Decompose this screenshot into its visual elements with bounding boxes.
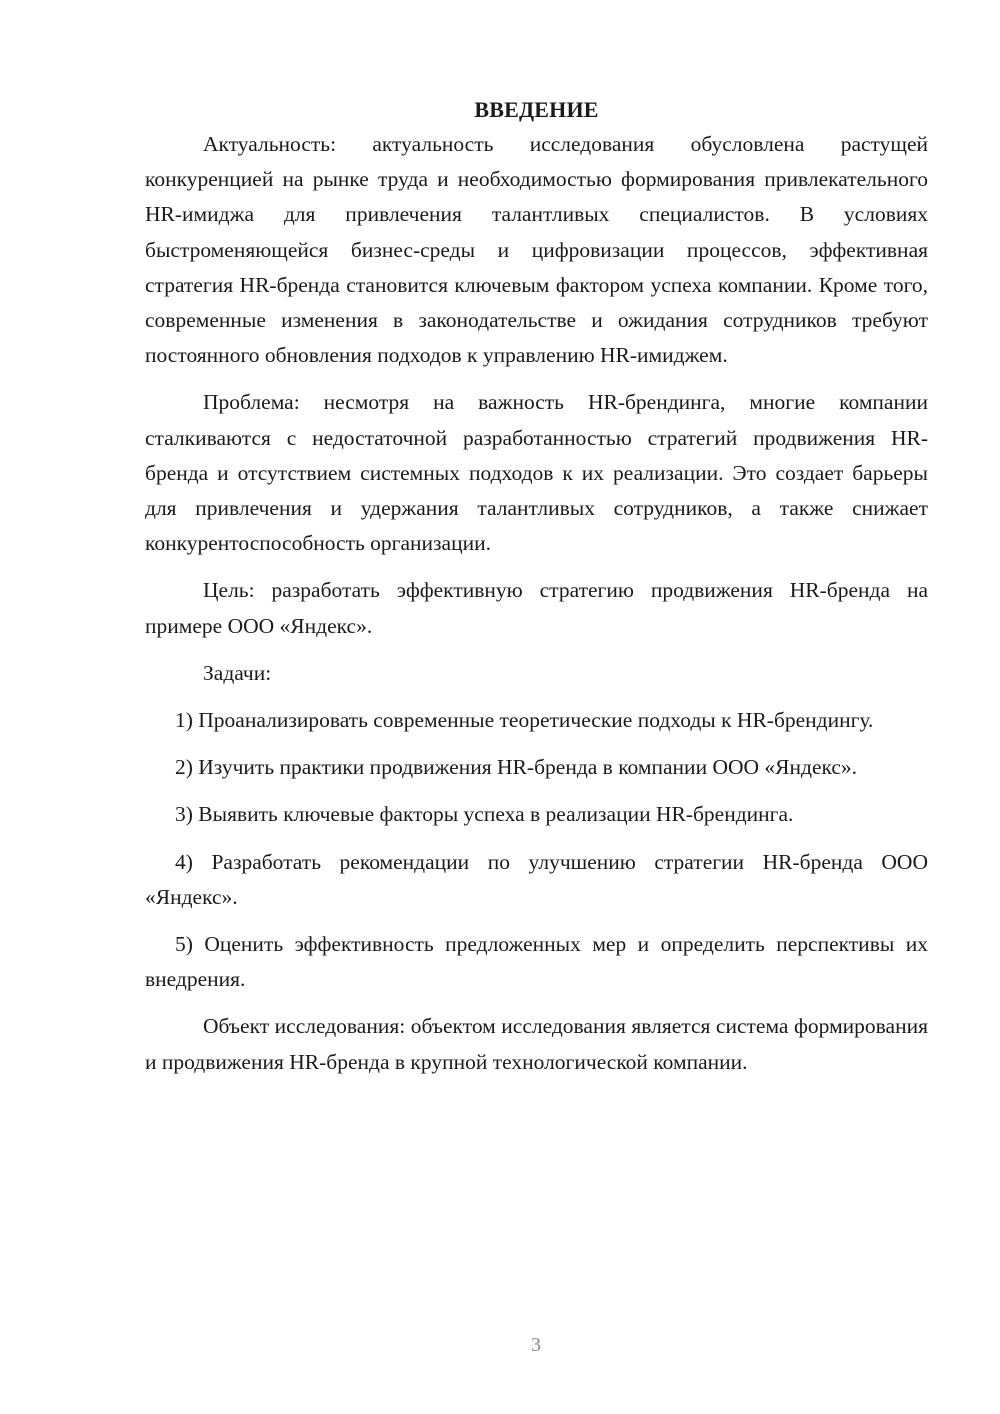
tasks-list <box>145 703 928 997</box>
problem-paragraph: Проблема: несмотря на важность HR-брендинга, многие компании сталкиваются с недостаточной разработанностью стратегий продвижения HR-бренда и отсутствием системных подходов к их реализации. Это создает барьеры для привлечения и удержания талантливых сотрудников, а также снижает конкурентоспособность организации. <box>145 390 928 556</box>
page-number: 3 <box>531 1334 541 1356</box>
goal-paragraph: Цель: разработать эффективную стратегию продвижения HR-бренда на примере ООО «Яндекс». <box>145 578 928 638</box>
list-item: 2) Изучить практики продвижения HR-бренда в компании ООО «Яндекс». <box>175 755 858 780</box>
list-item: 5) Оценить эффективность предложенных мер и определить перспективы их внедрения. <box>145 932 928 992</box>
object-paragraph: Объект исследования: объектом исследования является система формирования и продвижения HR-бренда в крупной технологической компании. <box>145 1014 928 1074</box>
list-item: 3) Выявить ключевые факторы успеха в реализации HR-брендинга. <box>175 802 794 827</box>
relevance-paragraph: Актуальность: актуальность исследования обусловлена растущей конкуренцией на рынке труда и необходимостью формирования привлекательного HR-имиджа для привлечения талантливых специалистов. В условиях быстроменяющейся бизнес-среды и цифровизации процессов, эффективная стратегия HR-бренда становится ключевым фактором успеха компании. Кроме того, современные изменения в законодательстве и ожидания сотрудников требуют постоянного обновления подходов к управлению HR-имиджем. <box>145 132 928 368</box>
list-item: 4) Разработать рекомендации по улучшению стратегии HR-бренда ООО «Яндекс». <box>145 849 928 909</box>
tasks-heading: Задачи: <box>203 660 272 685</box>
document-page <box>145 92 928 1080</box>
list-item: 1) Проанализировать современные теоретические подходы к HR-брендингу. <box>175 708 874 733</box>
section-title: ВВЕДЕНИЕ <box>474 97 599 122</box>
